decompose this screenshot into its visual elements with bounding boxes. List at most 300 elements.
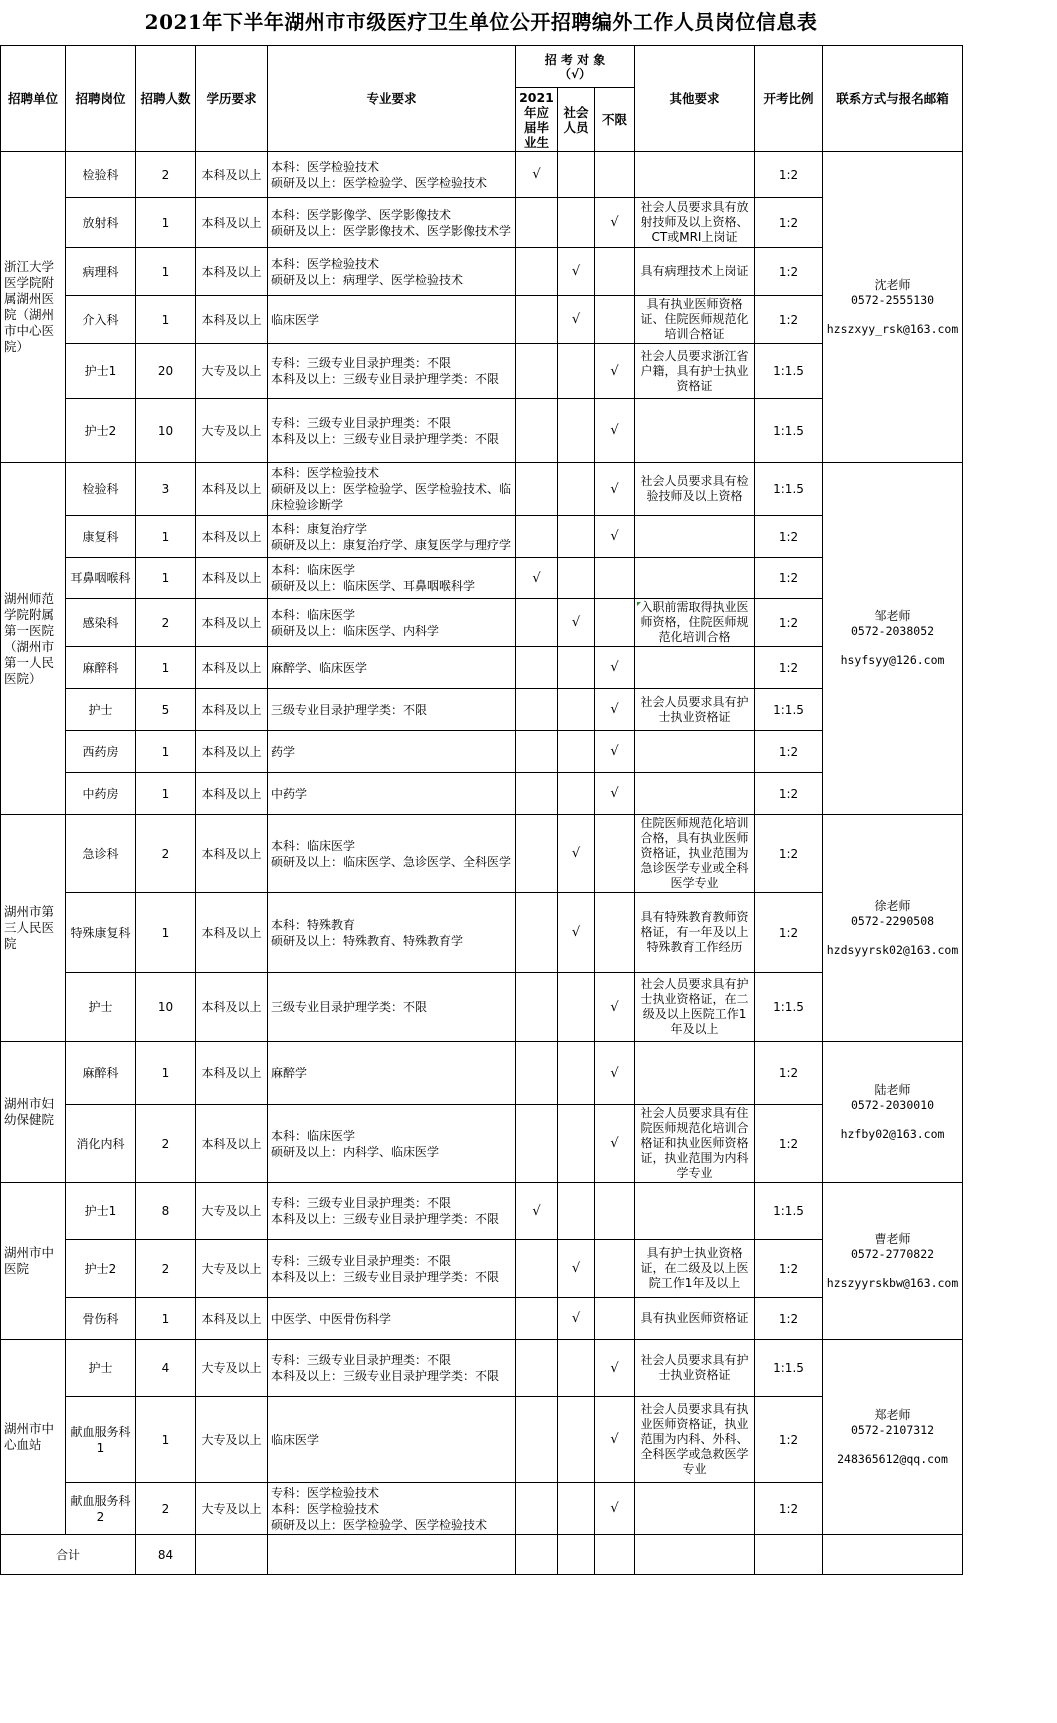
post-count: 2 [136,1105,196,1183]
major-requirement: 专科：三级专业目录护理类：不限 本科及以上：三级专业目录护理学类：不限 [268,1240,516,1298]
table-row [1,399,963,463]
exam-ratio: 1:1.5 [755,689,823,731]
check-mark: √ [610,423,619,438]
header-count: 招聘人数 [136,46,196,152]
education: 大专及以上 [196,1340,268,1397]
major-requirement: 本科：临床医学 硕研及以上：临床医学、急诊医学、全科医学 [268,815,516,893]
target-any-cell [595,1483,635,1535]
other-requirement: 具有特殊教育教师资格证，有一年及以上特殊教育工作经历 [635,893,755,973]
table-row [1,516,963,558]
unit-name: 湖州师范学院附属第一医院（湖州市第一人民医院） [1,463,66,815]
other-requirement [635,399,755,463]
total-label: 合计 [1,1535,136,1575]
check-mark: √ [532,167,541,182]
exam-ratio: 1:1.5 [755,1340,823,1397]
other-requirement: 入职前需取得执业医师资格，住院医师规范化培训合格 [635,599,755,647]
check-mark: √ [571,846,581,861]
empty-cell [196,1535,268,1575]
target-grad-cell [516,1483,558,1535]
table-row [1,1397,963,1483]
exam-ratio: 1:1.5 [755,463,823,516]
target-any-cell [595,558,635,599]
major-requirement: 本科：医学检验技术 硕研及以上：医学检验学、医学检验技术 [268,152,516,198]
header-graduate: 2021 年应 届毕 业生 [516,88,558,152]
target-social-cell [558,1042,595,1105]
check-mark: √ [571,312,581,327]
target-social-cell [558,1105,595,1183]
major-requirement: 专科：医学检验技术 本科：医学检验技术 硕研及以上：医学检验学、医学检验技术 [268,1483,516,1535]
contact-cell [823,152,963,463]
header-education: 学历要求 [196,46,268,152]
major-requirement: 专科：三级专业目录护理类：不限 本科及以上：三级专业目录护理学类：不限 [268,1183,516,1240]
target-social-cell [558,689,595,731]
header-contact: 联系方式与报名邮箱 [823,46,963,152]
table-row [1,815,963,893]
check-mark: √ [571,615,581,630]
post-name: 护士2 [66,399,136,463]
target-social-cell [558,558,595,599]
exam-ratio: 1:2 [755,1483,823,1535]
other-requirement [635,773,755,815]
contact-phone: 0572-2770822 [850,1246,935,1261]
post-name: 西药房 [66,731,136,773]
target-any-cell [595,1240,635,1298]
other-requirement: 社会人员要求具有放射技师及以上资格、CT或MRI上岗证 [635,198,755,248]
post-count: 5 [136,689,196,731]
education: 本科及以上 [196,973,268,1042]
target-social-cell [558,973,595,1042]
target-social-cell [558,1298,595,1340]
target-grad-cell [516,599,558,647]
exam-ratio: 1:2 [755,558,823,599]
education: 本科及以上 [196,558,268,599]
target-grad-cell [516,893,558,973]
post-count: 2 [136,599,196,647]
other-requirement: 社会人员要求具有护士执业资格证 [635,1340,755,1397]
check-mark: √ [610,999,619,1015]
target-grad-cell [516,399,558,463]
unit-name: 湖州市妇幼保健院 [1,1042,66,1183]
check-mark: √ [610,702,619,717]
target-any-cell [595,248,635,296]
check-mark: √ [610,1136,619,1151]
exam-ratio: 1:2 [755,599,823,647]
target-any-cell [595,1298,635,1340]
empty-cell [516,1535,558,1575]
target-any-cell [595,731,635,773]
post-name: 中药房 [66,773,136,815]
post-count: 1 [136,647,196,689]
major-requirement: 专科：三级专业目录护理类：不限 本科及以上：三级专业目录护理学类：不限 [268,399,516,463]
check-mark: √ [532,1203,541,1219]
target-any-cell [595,1183,635,1240]
post-count: 1 [136,731,196,773]
post-name: 献血服务科1 [66,1397,136,1483]
post-name: 护士 [66,1340,136,1397]
major-requirement: 本科：医学影像学、医学影像技术 硕研及以上：医学影像技术、医学影像技术学 [268,198,516,248]
target-any-cell [595,1397,635,1483]
exam-ratio: 1:2 [755,731,823,773]
major-requirement: 本科：康复治疗学 硕研及以上：康复治疗学、康复医学与理疗学 [268,516,516,558]
target-grad-cell [516,296,558,344]
major-requirement: 中医学、中医骨伤科学 [268,1298,516,1340]
major-requirement: 药学 [268,731,516,773]
education: 本科及以上 [196,731,268,773]
check-mark: √ [532,570,541,586]
post-name: 放射科 [66,198,136,248]
target-social-cell [558,463,595,516]
contact-cell [823,815,963,1042]
check-mark: √ [610,1065,619,1081]
post-count: 1 [136,1397,196,1483]
post-count: 2 [136,1483,196,1535]
target-social-cell [558,399,595,463]
target-social-cell [558,815,595,893]
other-requirement: 社会人员要求具有护士执业资格证 [635,689,755,731]
other-requirement: 社会人员要求浙江省户籍，具有护士执业资格证 [635,344,755,399]
post-count: 10 [136,973,196,1042]
check-mark: √ [610,215,619,230]
post-name: 骨伤科 [66,1298,136,1340]
major-requirement: 专科：三级专业目录护理类：不限 本科及以上：三级专业目录护理学类：不限 [268,344,516,399]
post-name: 消化内科 [66,1105,136,1183]
table-row [1,773,963,815]
contact-email: hzszyyrskbw@163.com [826,1275,959,1290]
check-mark: √ [610,363,619,379]
check-mark: √ [610,786,619,801]
total-row [1,1535,963,1575]
post-count: 1 [136,558,196,599]
check-mark: √ [571,1261,581,1276]
empty-cell [558,1535,595,1575]
target-any-cell [595,599,635,647]
post-name: 检验科 [66,152,136,198]
target-any-cell [595,773,635,815]
table-row [1,973,963,1042]
target-grad-cell [516,1298,558,1340]
post-name: 护士1 [66,1183,136,1240]
contact-email: hzszxyy_rsk@163.com [826,321,959,336]
check-mark: √ [610,481,619,497]
target-any-cell [595,893,635,973]
target-any-cell [595,198,635,248]
education: 本科及以上 [196,689,268,731]
table-row [1,1183,963,1240]
major-requirement: 本科：临床医学 硕研及以上：临床医学、耳鼻咽喉科学 [268,558,516,599]
check-mark: √ [610,1501,619,1516]
unit-name: 湖州市中心血站 [1,1340,66,1535]
exam-ratio: 1:2 [755,248,823,296]
table-row [1,1298,963,1340]
major-requirement: 本科：特殊教育 硕研及以上：特殊教育、特殊教育学 [268,893,516,973]
post-count: 4 [136,1340,196,1397]
post-name: 康复科 [66,516,136,558]
table-row [1,463,963,516]
post-count: 20 [136,344,196,399]
major-requirement: 本科：医学检验技术 硕研及以上：病理学、医学检验技术 [268,248,516,296]
target-social-cell [558,773,595,815]
exam-ratio: 1:1.5 [755,399,823,463]
education: 大专及以上 [196,1483,268,1535]
target-grad-cell [516,198,558,248]
target-social-cell [558,731,595,773]
target-any-cell [595,1105,635,1183]
target-grad-cell [516,152,558,198]
contact-phone: 0572-2030010 [850,1097,935,1112]
header-any: 不限 [595,88,635,152]
major-requirement: 中药学 [268,773,516,815]
header-ratio: 开考比例 [755,46,823,152]
target-social-cell [558,248,595,296]
other-requirement: 具有护士执业资格证，在二级及以上医院工作1年及以上 [635,1240,755,1298]
empty-cell [268,1535,516,1575]
exam-ratio: 1:2 [755,1042,823,1105]
header-unit: 招聘单位 [1,46,66,152]
other-requirement [635,1183,755,1240]
exam-ratio: 1:1.5 [755,1183,823,1240]
table-row [1,248,963,296]
target-grad-cell [516,344,558,399]
target-any-cell [595,463,635,516]
target-grad-cell [516,1240,558,1298]
major-requirement: 本科：医学检验技术 硕研及以上：医学检验学、医学检验技术、临床检验诊断学 [268,463,516,516]
check-mark: √ [571,1311,581,1326]
table-row [1,152,963,198]
education: 本科及以上 [196,647,268,689]
target-grad-cell [516,1397,558,1483]
target-any-cell [595,152,635,198]
major-requirement: 麻醉学、临床医学 [268,647,516,689]
post-count: 1 [136,198,196,248]
table-row [1,1042,963,1105]
target-grad-cell [516,558,558,599]
target-social-cell [558,344,595,399]
table-row [1,296,963,344]
other-requirement [635,152,755,198]
contact-email: hzfby02@163.com [840,1126,945,1141]
post-count: 1 [136,248,196,296]
other-requirement: 具有执业医师资格证、住院医师规范化培训合格证 [635,296,755,344]
other-requirement [635,1483,755,1535]
target-grad-cell [516,689,558,731]
table-row [1,647,963,689]
target-grad-cell [516,1340,558,1397]
table-row [1,344,963,399]
target-grad-cell [516,516,558,558]
target-social-cell [558,152,595,198]
check-mark: √ [610,660,619,675]
contact-phone: 0572-2107312 [850,1422,935,1437]
post-count: 3 [136,463,196,516]
target-grad-cell [516,463,558,516]
target-any-cell [595,647,635,689]
page-title: 2021年下半年湖州市市级医疗卫生单位公开招聘编外工作人员岗位信息表 [144,10,818,34]
major-requirement: 麻醉学 [268,1042,516,1105]
contact-email: hzdsyyrsk02@163.com [826,942,959,957]
major-requirement: 专科：三级专业目录护理类：不限 本科及以上：三级专业目录护理学类：不限 [268,1340,516,1397]
education: 大专及以上 [196,1397,268,1483]
table-row [1,1105,963,1183]
education: 大专及以上 [196,1240,268,1298]
target-any-cell [595,296,635,344]
header-other: 其他要求 [635,46,755,152]
major-requirement: 本科：临床医学 硕研及以上：临床医学、内科学 [268,599,516,647]
target-grad-cell [516,1042,558,1105]
education: 本科及以上 [196,463,268,516]
exam-ratio: 1:2 [755,152,823,198]
major-requirement: 三级专业目录护理学类：不限 [268,973,516,1042]
post-count: 8 [136,1183,196,1240]
contact-name: 沈老师 [874,277,911,292]
other-requirement: 住院医师规范化培训合格，具有执业医师资格证，执业范围为急诊医学专业或全科医学专业 [635,815,755,893]
header-post: 招聘岗位 [66,46,136,152]
target-grad-cell [516,647,558,689]
contact-phone: 0572-2290508 [850,913,935,928]
target-social-cell [558,1183,595,1240]
exam-ratio: 1:2 [755,647,823,689]
post-name: 感染科 [66,599,136,647]
table-row [1,689,963,731]
post-name: 献血服务科2 [66,1483,136,1535]
target-social-cell [558,296,595,344]
other-requirement [635,516,755,558]
check-mark: √ [571,925,581,940]
target-social-cell [558,1483,595,1535]
check-mark: √ [610,744,619,759]
post-count: 1 [136,773,196,815]
major-requirement: 临床医学 [268,296,516,344]
post-name: 护士2 [66,1240,136,1298]
education: 本科及以上 [196,198,268,248]
total-count: 84 [136,1535,196,1575]
post-count: 1 [136,296,196,344]
other-requirement [635,731,755,773]
post-count: 1 [136,1298,196,1340]
exam-ratio: 1:2 [755,1298,823,1340]
post-name: 护士1 [66,344,136,399]
education: 本科及以上 [196,1105,268,1183]
target-grad-cell [516,1105,558,1183]
major-requirement: 本科：临床医学 硕研及以上：内科学、临床医学 [268,1105,516,1183]
table-row [1,599,963,647]
post-name: 耳鼻咽喉科 [66,558,136,599]
target-any-cell [595,344,635,399]
target-grad-cell [516,248,558,296]
contact-name: 曹老师 [874,1231,911,1246]
table-row [1,731,963,773]
post-name: 麻醉科 [66,1042,136,1105]
education: 本科及以上 [196,1042,268,1105]
other-requirement [635,647,755,689]
target-any-cell [595,815,635,893]
empty-cell [755,1535,823,1575]
post-count: 10 [136,399,196,463]
education: 大专及以上 [196,399,268,463]
post-count: 1 [136,893,196,973]
exam-ratio: 1:2 [755,296,823,344]
post-count: 2 [136,152,196,198]
contact-cell [823,1042,963,1183]
exam-ratio: 1:2 [755,198,823,248]
education: 大专及以上 [196,1183,268,1240]
other-requirement: 具有执业医师资格证 [635,1298,755,1340]
target-social-cell [558,647,595,689]
major-requirement: 三级专业目录护理学类：不限 [268,689,516,731]
post-name: 护士 [66,689,136,731]
education: 本科及以上 [196,893,268,973]
exam-ratio: 1:1.5 [755,344,823,399]
target-any-cell [595,1042,635,1105]
post-name: 护士 [66,973,136,1042]
table-row [1,198,963,248]
empty-cell [635,1535,755,1575]
table-row [1,1340,963,1397]
header-social: 社会 人员 [558,88,595,152]
contact-name: 邹老师 [874,609,911,623]
contact-cell [823,463,963,815]
contact-name: 徐老师 [874,898,911,913]
table-row [1,893,963,973]
other-requirement: 社会人员要求具有检验技师及以上资格 [635,463,755,516]
education: 本科及以上 [196,516,268,558]
post-name: 急诊科 [66,815,136,893]
post-name: 特殊康复科 [66,893,136,973]
post-count: 2 [136,1240,196,1298]
exam-ratio: 1:2 [755,1397,823,1483]
target-social-cell [558,1397,595,1483]
education: 本科及以上 [196,248,268,296]
unit-name: 湖州市第三人民医院 [1,815,66,1042]
post-count: 2 [136,815,196,893]
exam-ratio: 1:2 [755,773,823,815]
target-any-cell [595,689,635,731]
target-grad-cell [516,973,558,1042]
target-social-cell [558,893,595,973]
exam-ratio: 1:1.5 [755,973,823,1042]
target-social-cell [558,1340,595,1397]
header-major: 专业要求 [268,46,516,152]
education: 大专及以上 [196,344,268,399]
contact-phone: 0572-2038052 [850,624,935,638]
check-mark: √ [571,264,581,279]
other-requirement: 社会人员要求具有住院医师规范化培训合格证和执业医师资格证，执业范围为内科学专业 [635,1105,755,1183]
other-requirement [635,558,755,599]
post-name: 介入科 [66,296,136,344]
education: 本科及以上 [196,599,268,647]
exam-ratio: 1:2 [755,1105,823,1183]
unit-name: 浙江大学医学院附属湖州医院（湖州市中心医院） [1,152,66,463]
other-requirement: 具有病理技术上岗证 [635,248,755,296]
contact-phone: 0572-2555130 [850,292,935,307]
check-mark: √ [610,1360,619,1376]
contact-email: hsyfsyy@126.com [840,653,945,667]
post-name: 病理科 [66,248,136,296]
unit-name: 湖州市中医院 [1,1183,66,1340]
empty-cell [595,1535,635,1575]
education: 本科及以上 [196,152,268,198]
empty-cell [823,1535,963,1575]
target-grad-cell [516,731,558,773]
target-social-cell [558,516,595,558]
education: 本科及以上 [196,1298,268,1340]
check-mark: √ [610,529,619,544]
contact-email: 248365612@qq.com [837,1451,948,1466]
contact-cell [823,1183,963,1340]
table-row [1,1240,963,1298]
exam-ratio: 1:2 [755,516,823,558]
target-social-cell [558,1240,595,1298]
target-any-cell [595,973,635,1042]
